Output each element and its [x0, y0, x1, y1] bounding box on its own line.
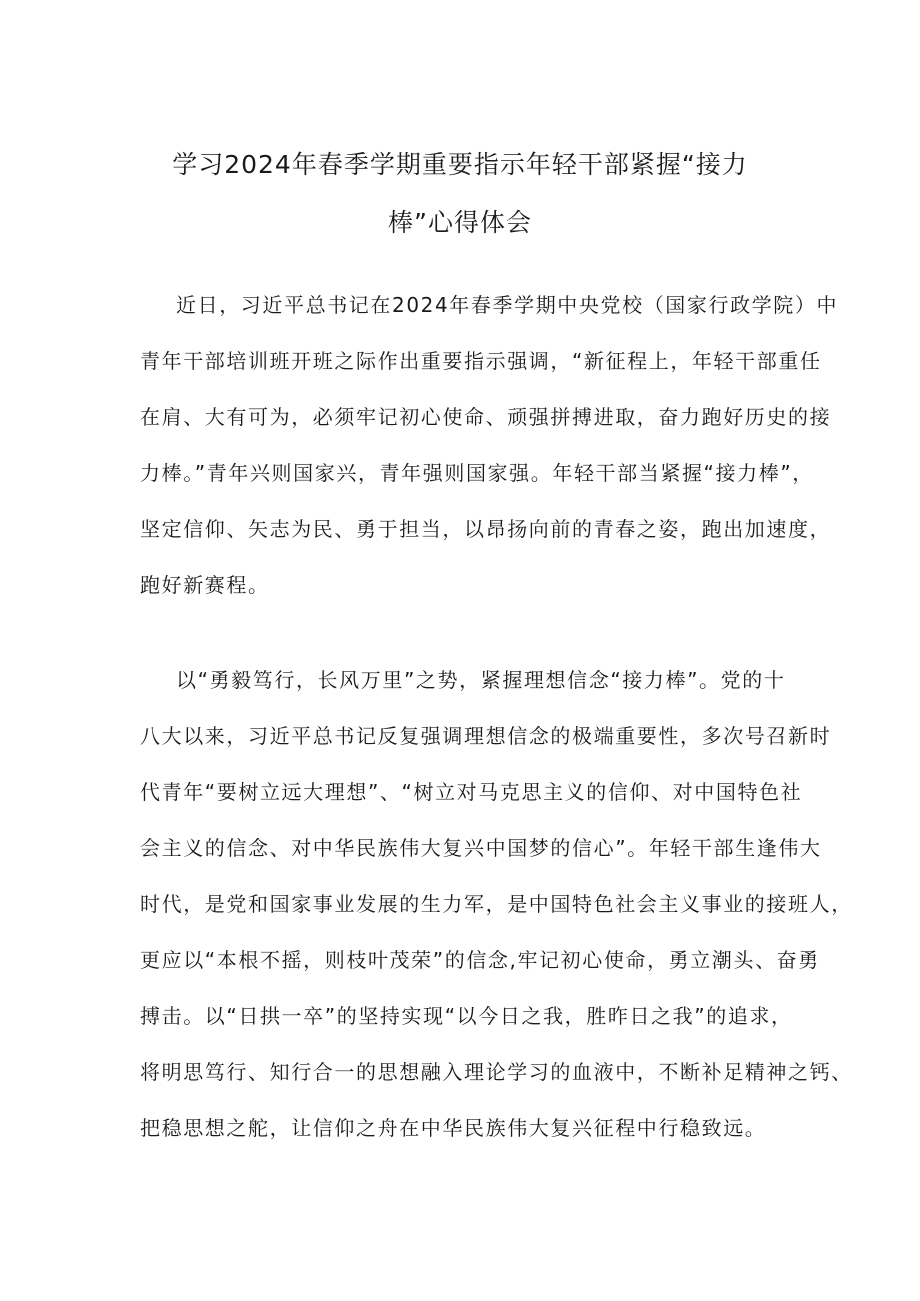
paragraph-line: 搏击。以“日拱一卒”的坚持实现“以今日之我，胜昨日之我”的追求， — [140, 1004, 793, 1028]
paragraph-line: 青年干部培训班开班之际作出重要指示强调，“新征程上，年轻干部重任 — [140, 349, 822, 373]
paragraph-line: 近日，习近平总书记在2024年春季学期中央党校（国家行政学院）中 — [176, 293, 839, 317]
title-line-1: 学习2024年春季学期重要指示年轻干部紧握“接力 — [172, 150, 748, 179]
paragraph-line: 在肩、大有可为，必须牢记初心使命、顽强拼搏进取，奋力跑好历史的接 — [140, 405, 832, 429]
paragraph-line: 以“勇毅笃行，长风万里”之势，紧握理想信念“接力棒”。党的十 — [176, 668, 786, 692]
paragraph-line: 八大以来，习近平总书记反复强调理想信念的极端重要性，多次号召新时 — [140, 724, 832, 748]
title-line-2: 棒”心得体会 — [388, 208, 532, 237]
paragraph-line: 力棒。”青年兴则国家兴，青年强则国家强。年轻干部当紧握“接力棒”， — [140, 461, 814, 485]
paragraph-line: 坚定信仰、矢志为民、勇于担当，以昂扬向前的青春之姿，跑出加速度， — [140, 517, 832, 541]
paragraph-line: 跑好新赛程。 — [140, 573, 270, 597]
paragraph-line: 会主义的信念、对中华民族伟大复兴中国梦的信心”。年轻干部生逢伟大 — [140, 836, 822, 860]
paragraph-2 — [140, 652, 853, 1156]
paragraph-line: 更应以“本根不摇，则枝叶茂荣”的信念,牢记初心使命，勇立潮头、奋勇 — [140, 948, 820, 972]
document-title — [140, 136, 780, 252]
paragraph-line: 代青年“要树立远大理想”、“树立对马克思主义的信仰、对中国特色社 — [140, 780, 803, 804]
paragraph-line: 把稳思想之舵，让信仰之舟在中华民族伟大复兴征程中行稳致远。 — [140, 1116, 767, 1140]
paragraph-line: 时代，是党和国家事业发展的生力军，是中国特色社会主义事业的接班人， — [140, 892, 853, 916]
paragraph-1 — [140, 277, 839, 613]
paragraph-line: 将明思笃行、知行合一的思想融入理论学习的血液中，不断补足精神之钙、 — [140, 1060, 853, 1084]
